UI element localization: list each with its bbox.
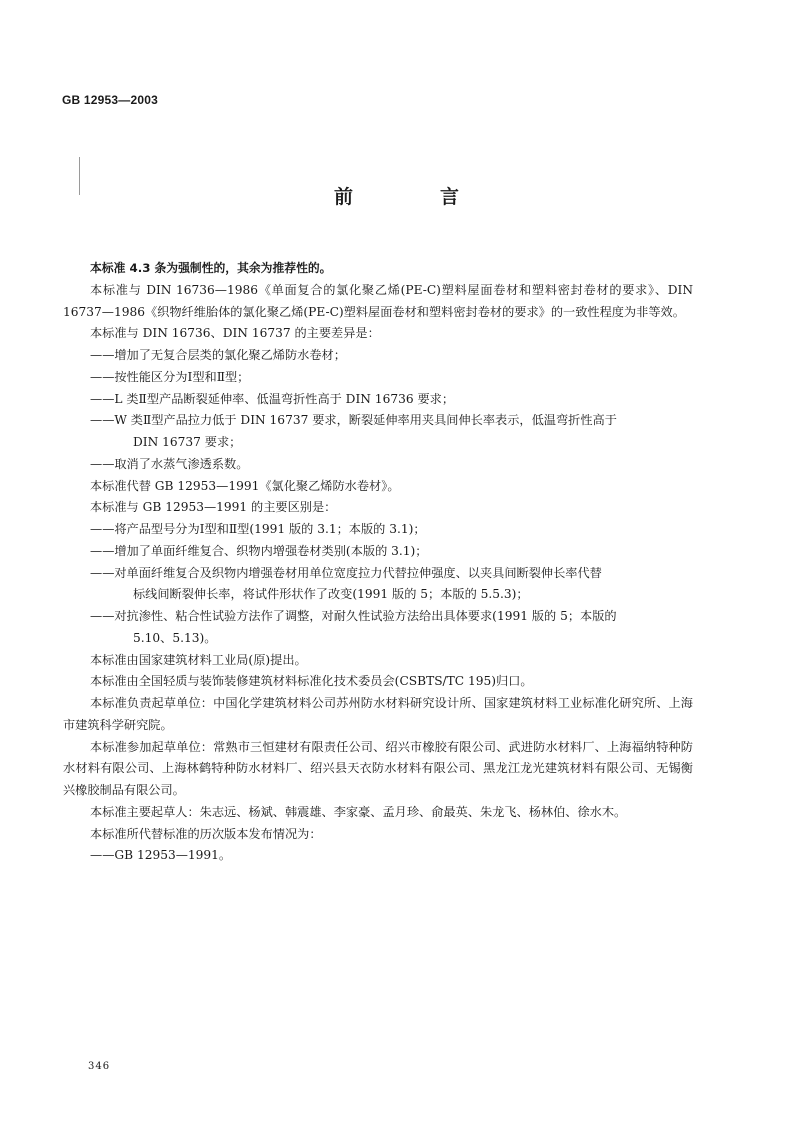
paragraph-drafting-units: 本标准负责起草单位：中国化学建筑材料公司苏州防水材料研究设计所、国家建筑材料工业标准化研究所、上海市建筑科学研究院。 [63, 696, 693, 732]
list-item-continuation: 5.10、5.13)。 [133, 630, 217, 645]
list-item: ——增加了单面纤维复合、织物内增强卷材类别(本版的 3.1)； [90, 543, 428, 558]
paragraph-version-history: 本标准所代替标准的历次版本发布情况为： [90, 826, 322, 841]
page-number: 346 [88, 1061, 111, 1072]
page-title: 前 言 [333, 186, 493, 208]
list-item: ——按性能区分为Ⅰ型和Ⅱ型； [90, 369, 250, 384]
paragraph-main-drafters: 本标准主要起草人：朱志远、杨斌、韩震雄、李家豪、孟月珍、俞最英、朱龙飞、杨林伯、徐水木。 [90, 804, 627, 819]
paragraph-replaces: 本标准代替 GB 12953—1991《氯化聚乙烯防水卷材》。 [90, 478, 400, 493]
paragraph-administered-by: 本标准由全国轻质与装饰装修建筑材料标准化技术委员会(CSBTS/TC 195)归口。 [90, 674, 533, 689]
paragraph-participating-units: 本标准参加起草单位：常熟市三恒建材有限责任公司、绍兴市橡胶有限公司、武进防水材料厂、上海福纳特种防水材料有限公司、上海林鹤特种防水材料厂、绍兴县天衣防水材料有限公司、黑龙江龙光建筑材料有限公司、无锡衡兴橡胶制品有限公司。 [63, 739, 693, 797]
paragraph-mandatory-clause: 本标准 4.3 条为强制性的，其余为推荐性的。 [90, 261, 332, 275]
paragraph-differences-din: 本标准与 DIN 16736、DIN 16737 的主要差异是： [90, 326, 380, 341]
list-item: ——GB 12953—1991。 [90, 848, 232, 863]
list-item: ——对抗渗性、粘合性试验方法作了调整，对耐久性试验方法给出具体要求(1991 版的 5；本版的 [90, 609, 617, 623]
list-item: ——取消了水蒸气渗透系数。 [90, 456, 249, 471]
document-body [63, 258, 693, 867]
paragraph-differences-gb: 本标准与 GB 12953—1991 的主要区别是： [90, 500, 337, 515]
list-item: ——W 类Ⅱ型产品拉力低于 DIN 16737 要求，断裂延伸率用夹具间伸长率表示，低温弯折性高于 [90, 413, 617, 428]
list-item-continuation: 标线间断裂伸长率，将试件形状作了改变(1991 版的 5；本版的 5.5.3)； [133, 587, 529, 602]
list-item: ——L 类Ⅱ型产品断裂延伸率、低温弯折性高于 DIN 16736 要求； [90, 391, 455, 406]
paragraph-proposed-by: 本标准由国家建筑材料工业局(原)提出。 [90, 652, 307, 667]
standard-code: GB 12953—2003 [62, 93, 158, 107]
list-item: ——增加了无复合层类的氯化聚乙烯防水卷材； [90, 348, 346, 362]
list-item-continuation: DIN 16737 要求； [133, 435, 242, 449]
list-item: ——将产品型号分为Ⅰ型和Ⅱ型(1991 版的 3.1；本版的 3.1)； [90, 522, 426, 536]
list-item: ——对单面纤维复合及织物内增强卷材用单位宽度拉力代替拉伸强度、以夹具间断裂伸长率代替 [90, 565, 602, 580]
paragraph-consistency: 本标准与 DIN 16736—1986《单面复合的氯化聚乙烯(PE-C)塑料屋面卷材和塑料密封卷材的要求》、DIN 16737—1986《织物纤维胎体的氯化聚乙烯(PE-C)塑料屋面卷材和塑料密封卷材的要求》的一致性程度为非等效。 [63, 282, 693, 319]
